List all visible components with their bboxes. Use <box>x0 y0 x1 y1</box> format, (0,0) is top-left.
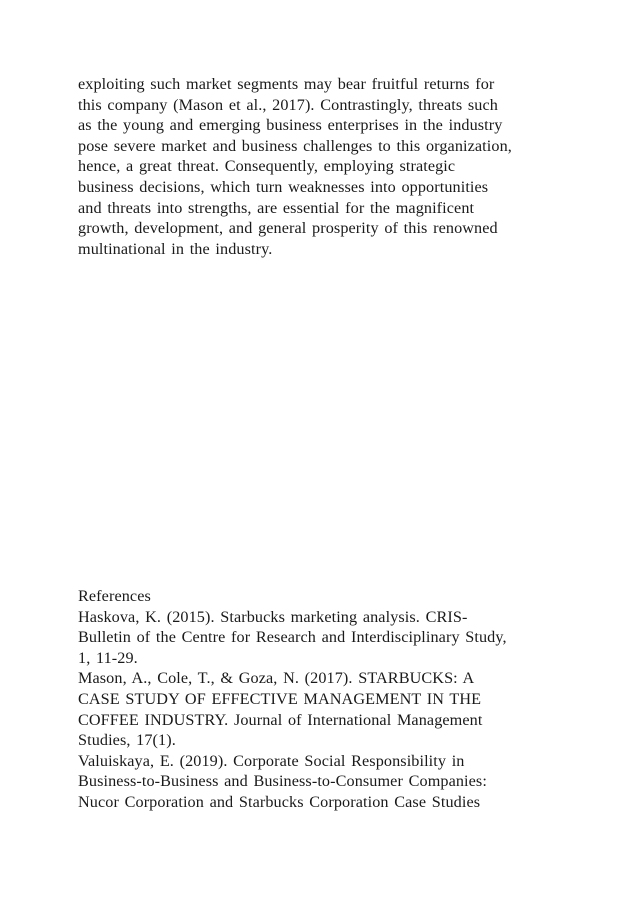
reference-line: 1, 11-29. <box>78 648 138 667</box>
body-paragraph <box>78 74 598 259</box>
body-line: hence, a great threat. Consequently, employing strategic <box>78 157 456 176</box>
body-line: business decisions, which turn weaknesses into opportunities <box>78 177 489 196</box>
body-line: and threats into strengths, are essential for the magnificent <box>78 198 475 217</box>
body-line: as the young and emerging business enterprises in the industry <box>78 116 503 135</box>
body-line: growth, development, and general prosperity of this renowned <box>78 219 498 238</box>
references-heading: References <box>78 587 151 605</box>
reference-line: COFFEE INDUSTRY. Journal of International Management <box>78 710 483 729</box>
references-section <box>78 586 598 813</box>
reference-line: Bulletin of the Centre for Research and Interdisciplinary Study, <box>78 628 507 647</box>
reference-line: Mason, A., Cole, T., & Goza, N. (2017). STARBUCKS: A <box>78 669 475 688</box>
body-line: pose severe market and business challenges to this organization, <box>78 136 512 155</box>
reference-line: Business-to-Business and Business-to-Consumer Companies: <box>78 772 487 791</box>
body-line: this company (Mason et al., 2017). Contrastingly, threats such <box>78 95 498 114</box>
body-line: exploiting such market segments may bear fruitful returns for <box>78 75 495 93</box>
reference-line: Valuiskaya, E. (2019). Corporate Social Responsibility in <box>78 751 465 770</box>
reference-line: Studies, 17(1). <box>78 731 176 750</box>
body-line: multinational in the industry. <box>78 239 273 258</box>
reference-line: Nucor Corporation and Starbucks Corporation Case Studies <box>78 792 481 811</box>
reference-line: Haskova, K. (2015). Starbucks marketing analysis. CRIS- <box>78 607 468 626</box>
reference-line: CASE STUDY OF EFFECTIVE MANAGEMENT IN THE <box>78 689 482 708</box>
